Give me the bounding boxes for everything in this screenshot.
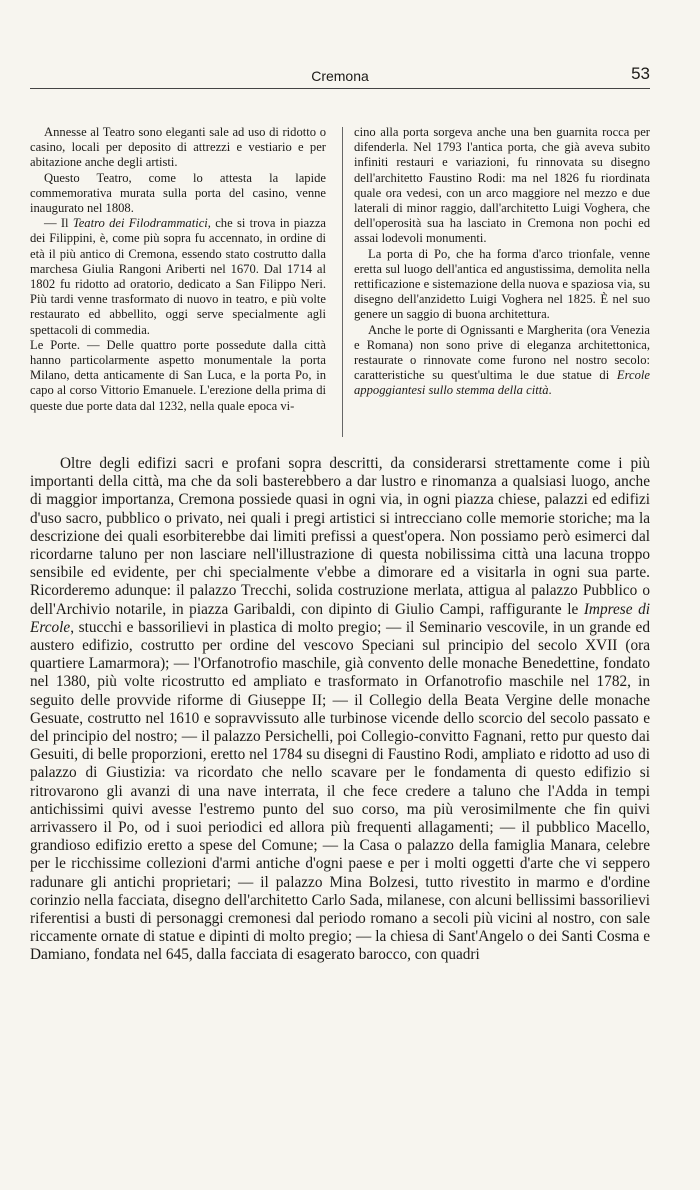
page-number: 53 xyxy=(631,64,650,83)
paragraph xyxy=(354,323,650,399)
paragraph xyxy=(30,125,326,171)
paragraph xyxy=(30,216,326,338)
paragraph xyxy=(30,455,650,965)
paragraph-text: Questo Teatro, come lo attesta la lapide commemorativa murata sulla porta del casino, venne inaugurato nel 1808. xyxy=(30,170,326,216)
main-body-text xyxy=(30,455,650,1155)
section-heading: Le Porte. xyxy=(30,337,80,352)
paragraph-text: cino alla porta sorgeva anche una ben guarnita rocca per difenderla. Nel 1793 l'antica porta, che già aveva subito infiniti restauri e variazioni, fu rinnovata su disegno dell'architetto Faustino Rodi: ma nel 1826 fu riordinata quale ora vedesi, con un arco maggiore nel mezzo e due laterali di minor raggio, dall'architetto Luigi Voghera, che dell'operosità sua ha lasciato in Cremona non pochi ed assai lodevoli monumenti. xyxy=(354,125,650,246)
paragraph xyxy=(30,171,326,217)
italic-title: Imprese di Ercole xyxy=(30,600,650,636)
italic-title: Ercole appoggiantesi sullo stemma della città xyxy=(354,368,650,398)
paragraph-text: La porta di Po, che ha forma d'arco trionfale, venne eretta sul luogo dell'antica ed angustissima, demolita nella rettificazione e sistemazione della nuova e spaziosa via, su disegno dell'anzidetto Luigi Voghera nel 1825. È nel suo genere un saggio di buona architettura. xyxy=(354,246,650,322)
page-header xyxy=(30,64,650,89)
paragraph-text: , che si trova in piazza dei Filippini, è, come più sopra fu accennato, in ordine di età il più antico di Cremona, essendo stato costrutto dalla marchesa Giulia Rangoni Ariberti nel 1670. Dal 1714 al 1802 fu ridotto ad oratorio, dedicato a San Filippo Neri. Più tardi venne trasformato di nuovo in teatro, e più volte restaurato ed abbellito, oggi serve specialmente agli spettacoli di commedia. xyxy=(30,216,326,337)
paragraph xyxy=(354,125,650,247)
paragraph xyxy=(30,338,326,414)
paragraph-text: — Delle quattro porte possedute dalla città hanno particolarmente aspetto monumentale la porta Milano, detta anticamente di San Luca, e la porta Po, in capo al corso Vittorio Emanuele. L'erezione della prima di queste due porte data dal 1232, nella quale epoca vi- xyxy=(30,337,326,413)
paragraph-text: Anche le porte di Ognissanti e Margherita (ora Venezia e Romana) non sono prive di eleganza architettonica, restaurate o rinnovate come furono nel nostro secolo: caratteristiche su quest'ultima le due statue di xyxy=(354,322,650,383)
paragraph xyxy=(354,247,650,323)
paragraph-text: Annesse al Teatro sono eleganti sale ad uso di ridotto o casino, locali per deposito di attrezzi e vestiario e per abitazione anche degli artisti. xyxy=(30,125,326,170)
running-title: Cremona xyxy=(311,68,369,84)
paragraph-text: , stucchi e bassorilievi in plastica di molto pregio; — il Seminario vescovile, in un grande ed austero edifizio, costrutto per ordine del vescovo Speciani sul principio del secolo XVII (ora quartiere Lamarmora); — l'Orfanotrofio maschile, già convento delle monache Benedettine, fondato nel 1380, più volte ricostrutto ed ampliato e trasformato in Orfanotrofio maschile nel 1782, in seguito delle provvide riforme di Giuseppe II; — il Collegio della Beata Vergine delle monache Gesuate, costrutto nel 1610 e sopravvissuto alle turbinose vicende dello scorcio del secolo passato e del principio del nostro; — il palazzo Persichelli, poi Collegio-convitto Fagnani, retto pur questo dai Gesuiti, di belle proporzioni, eretto nel 1784 su disegni di Faustino Rodi, ampliato e ridotto ad uso di palazzo di Giustizia: va ricordato che nello scavare per le fondamenta di questo edifizio si ritrovarono gli avanzi di una nave interrata, il che fece credere a taluno che l'Adda in tempi antichissimi quivi avesse l'estremo punto del suo corso, ma più verosimilmente che fin quivi arrivassero il Po, od i suoi periodici ed allora più frequenti allagamenti; — il pubblico Macello, grandioso edifizio eretto a spese del Comune; — la Casa o palazzo della famiglia Manara, celebre per le ricchissime collezioni d'armi antiche d'ogni paese e per i molti oggetti d'arte che vi seppero radunare gli antichi proprietari; — il palazzo Mina Bolzesi, tutto rivestito in marmo e d'ordine corinzio nella facciata, disegno dell'architetto Carlo Sada, milanese, con alcuni bellissimi bassorilievi riferentisi a busti di personaggi cremonesi dal periodo romano a secoli più vicini al nostro, con sale riccamente ornate di statue e dipinti di molto pregio; — la chiesa di Sant'Angelo o dei Santi Cosma e Damiano, fondata nel 645, dalla facciata di esagerato barocco, con quadri xyxy=(30,618,650,964)
paragraph-text: — Il xyxy=(44,216,73,231)
two-column-section xyxy=(30,125,650,443)
left-column xyxy=(30,125,326,443)
column-divider xyxy=(342,127,343,437)
paragraph-text: Oltre degli edifizi sacri e profani sopra descritti, da considerarsi strettamente come i più importanti della città, ma che da soli basterebbero a dar lustro e rinomanza a qualsiasi luogo, anche di maggior importanza, Cremona possiede quasi in ogni via, in ogni piazza chiese, palazzi ed edifizi d'uso sacro, pubblico o privato, nei quali i pregi artistici si intrecciano colle memorie storiche; ma la descrizione dei quali esorbiterebbe dai limiti prefissi a quest'opera. Non possiamo però esimerci dal ricordarne taluno per non lasciare nell'illustrazione di questa nobilissima città una lacuna troppo sensibile ed evidente, per chi specialmente v'ebbe a dimorare ed a visitarla in ogni sua parte. Ricorderemo adunque: il palazzo Trecchi, solida costruzione merlata, attigua al palazzo Pubblico o dell'Archivio notarile, in piazza Garibaldi, con dipinto di Giulio Campi, raffigurante le xyxy=(30,455,650,618)
right-column xyxy=(354,125,650,443)
paragraph-text: . xyxy=(548,383,552,398)
italic-title: Teatro dei Filodrammatici xyxy=(72,216,208,231)
